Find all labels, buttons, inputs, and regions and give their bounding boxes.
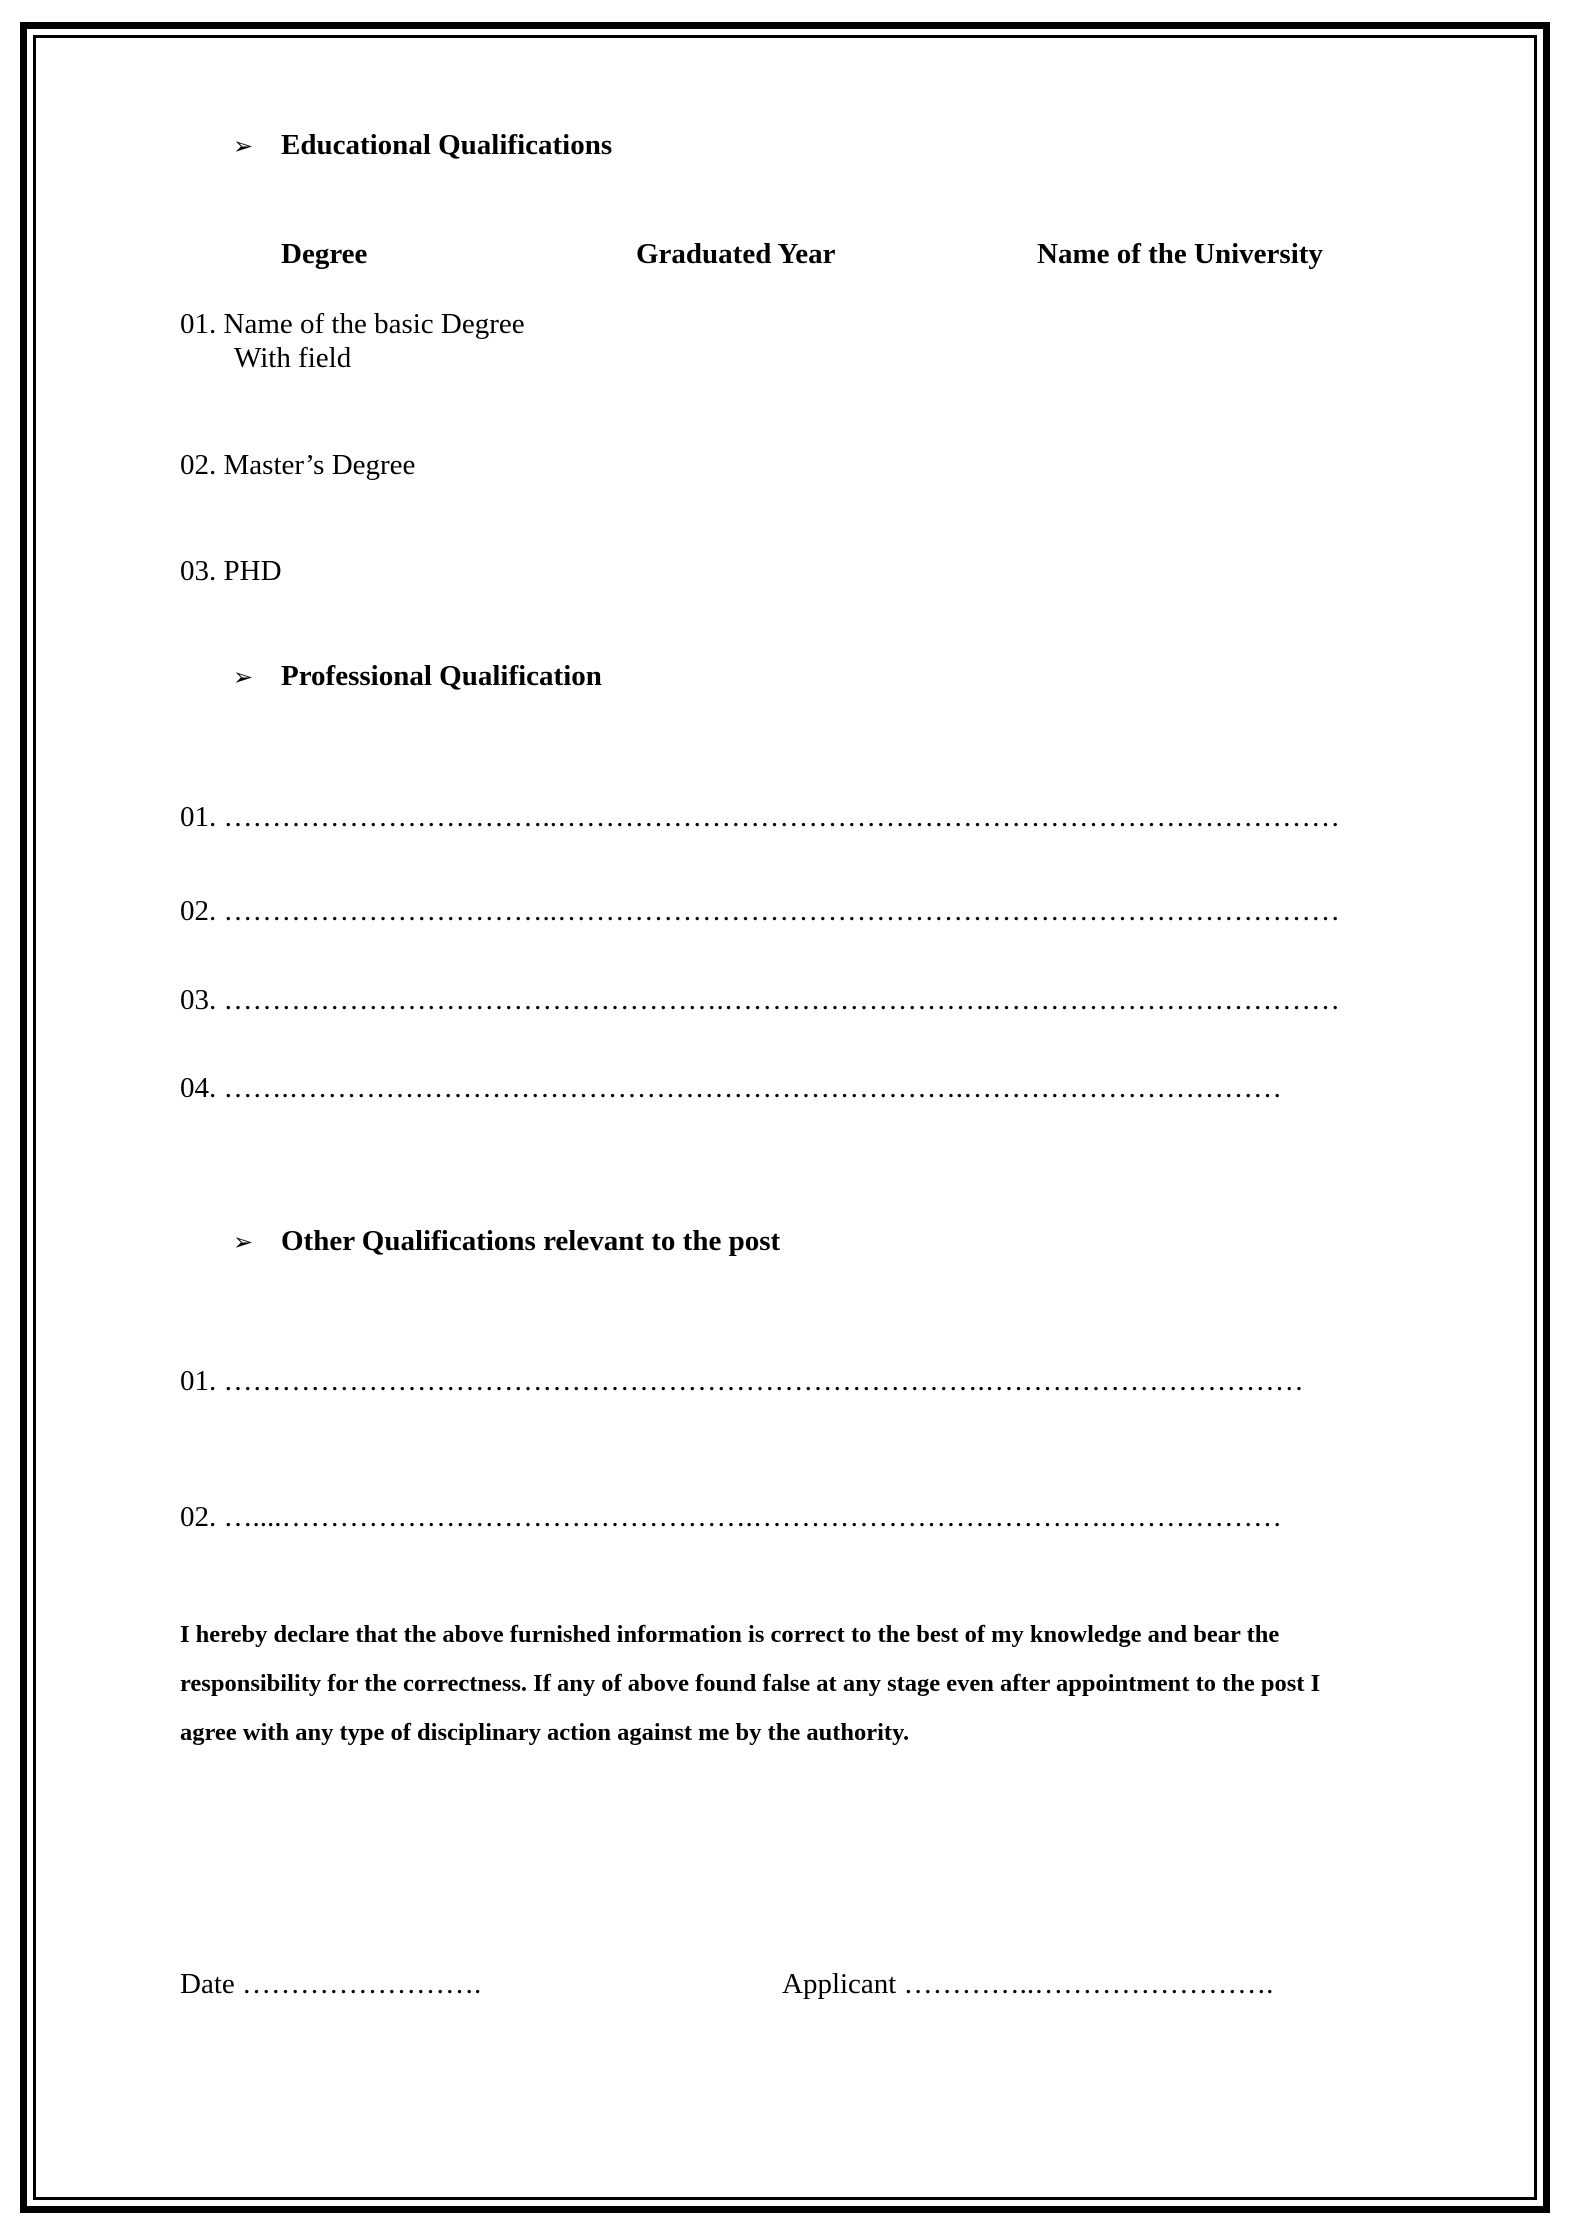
phd-row: 03. PHD [180,555,282,587]
basic-degree-row-field: With field [234,342,352,374]
university-column-header: Name of the University [1037,238,1323,270]
other-qualifications-heading: Other Qualifications relevant to the post [281,1225,781,1257]
arrow-bullet-icon: ➢ [233,663,254,691]
professional-line-1: 01. ……………………………..……………………………………………………………………… [180,801,1340,833]
other-line-2: 02. …....………………………………………….……………………………….……………… [180,1501,1282,1533]
professional-qualification-heading: Professional Qualification [281,660,602,692]
graduated-year-column-header: Graduated Year [636,238,836,270]
professional-line-2: 02. ……………………………..……………………………………………………………………… [180,895,1340,927]
professional-line-3: 03. …………………………………………….……………………….……………………………… [180,984,1340,1016]
declaration-text: I hereby declare that the above furnished information is correct to the best of my knowledge and bear the responsibility for the correctness. If any of above found false at any stage even after appointment to the post I agree with any type of disciplinary action against me by the authority. [180,1621,1321,1746]
educational-qualifications-heading: Educational Qualifications [281,129,613,161]
professional-line-4: 04. …….…………………………………………………………….…………………………… [180,1072,1282,1104]
other-line-1: 01. …………………………………………………………………….…………………………… [180,1365,1304,1397]
date-field: Date ……………………. [180,1968,482,2000]
arrow-bullet-icon: ➢ [233,132,254,160]
applicant-signature-field: Applicant …………..……………………. [782,1968,1274,2000]
masters-degree-row: 02. Master’s Degree [180,449,416,481]
basic-degree-row: 01. Name of the basic Degree [180,308,525,340]
degree-column-header: Degree [281,238,368,270]
arrow-bullet-icon: ➢ [233,1228,254,1256]
